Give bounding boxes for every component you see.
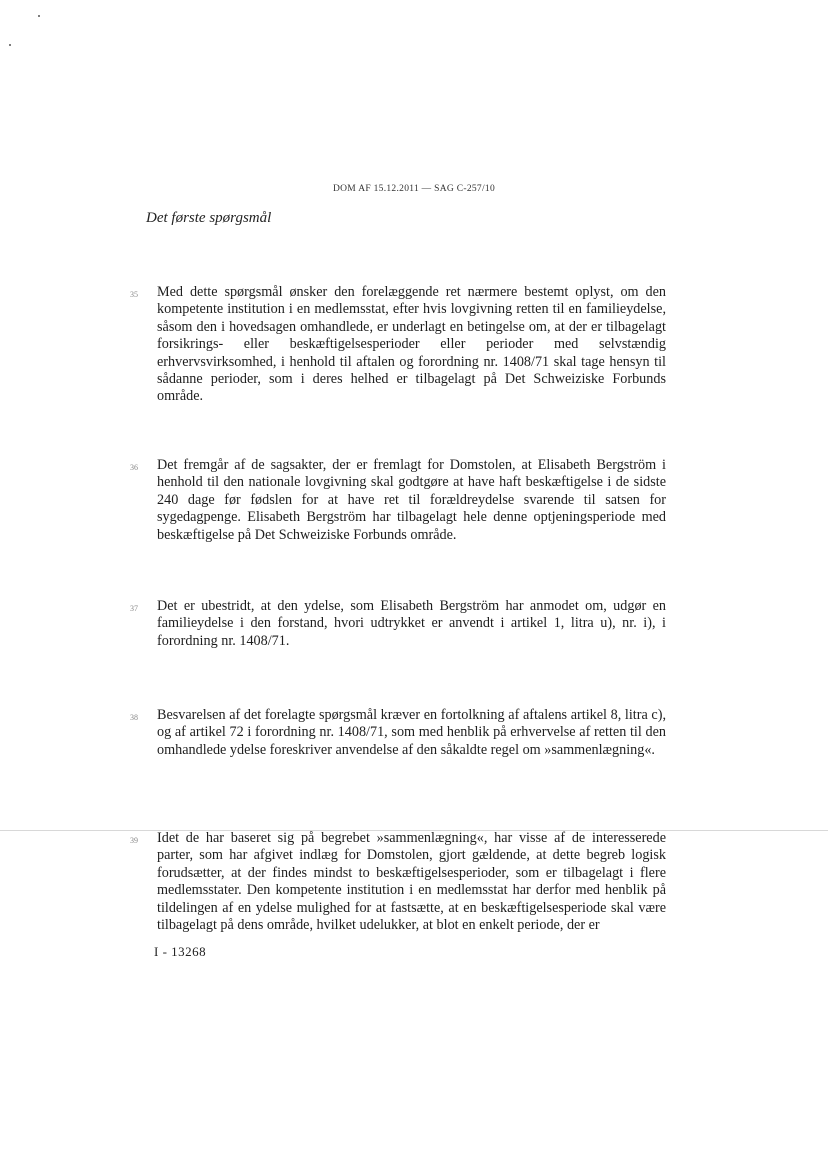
running-header: DOM AF 15.12.2011 — SAG C-257/10 (332, 184, 496, 194)
paragraph-number: 38 (130, 713, 138, 722)
paragraph-38: Besvarelsen af det forelagte spørgsmål kræver en fortolkning af aftalens artikel 8, litra c), og af artikel 72 i forordning nr. 1408/71, som med henblik på erhvervelse af retten til den omhandlede ydelse foreskriver anvendelse af den såkaldte regel om »sammenlægning«. (157, 707, 666, 758)
paragraph-number: 35 (130, 290, 138, 299)
scan-speck (9, 44, 11, 46)
section-title: Det første spørgsmål (146, 210, 272, 226)
paragraph-35: Med dette spørgsmål ønsker den forelæggende ret nærmere bestemt oplyst, om den kompetente institution i en medlemsstat, efter hvis lovgivning retten til en familieydelse, såsom den i hovedsagen omhandlede, er underlagt en betingelse om, at der er tilbagelagt forsikrings- eller beskæftigelsesperioder eller perioder med selvstændig erhvervsvirksomhed, i henhold til aftalen og forordning nr. 1408/71 skal tage hensyn til sådanne perioder, som i deres helhed er tilbagelagt på Det Schweiziske Forbunds område. (157, 284, 666, 405)
paragraph-39: Idet de har baseret sig på begrebet »sammenlægning«, har visse af de interesserede parter, som har afgivet indlæg for Domstolen, gjort gældende, at dette begreb logisk forudsætter, at der findes mindst to beskæftigelsesperioder, som er tilbagelagt i flere medlemsstater. Den kompetente institution i en medlemsstat har derfor med henblik på tildelingen af en ydelse mulighed for at fastsætte, at en beskæftigelsesperiode skal være tilbagelagt på dens område, hvilket udelukker, at blot en enkelt periode, der er (157, 830, 666, 934)
page-number: I - 13268 (154, 944, 207, 959)
paragraph-number: 36 (130, 463, 138, 472)
paragraph-number: 39 (130, 836, 138, 845)
scan-speck (38, 15, 40, 17)
paragraph-36: Det fremgår af de sagsakter, der er fremlagt for Domstolen, at Elisabeth Bergström i henhold til den nationale lovgivning skal godtgøre at have haft beskæftigelse i de sidste 240 dage før fødslen for at have ret til forældreydelse svarende til satsen for sygedagpenge. Elisabeth Bergström har tilbagelagt hele denne optjeningsperiode med beskæftigelse på Det Schweiziske Forbunds område. (157, 457, 666, 543)
paragraph-37: Det er ubestridt, at den ydelse, som Elisabeth Bergström har anmodet om, udgør en familieydelse i den forstand, hvori udtrykket er anvendt i artikel 1, litra u), nr. i), i forordning nr. 1408/71. (157, 598, 666, 649)
paragraph-number: 37 (130, 604, 138, 613)
